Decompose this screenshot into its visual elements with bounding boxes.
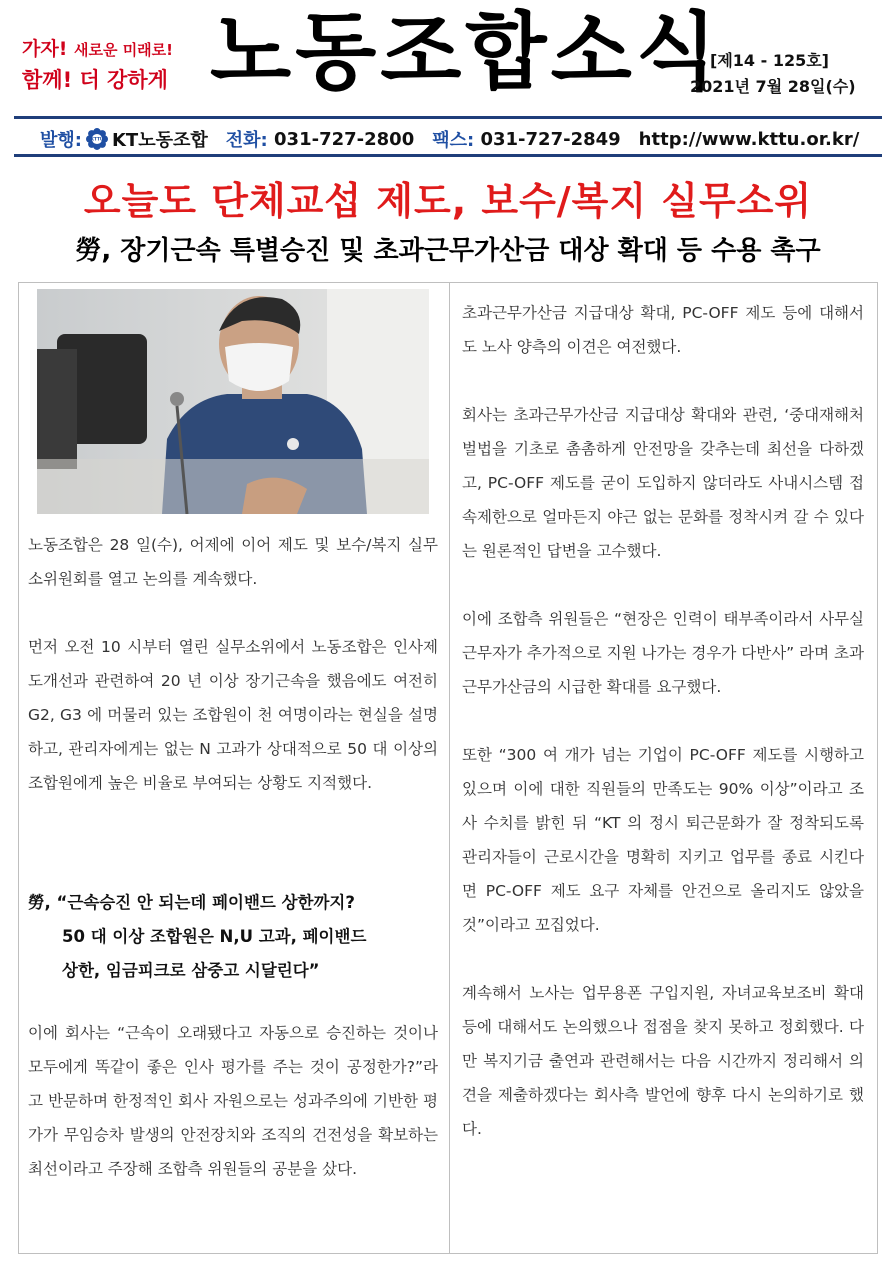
paragraph: 이에 회사는 “근속이 오래됐다고 자동으로 승진하는 것이나 모두에게 똑같이 좋은 인사 평가를 주는 것이 공정한가?”라고 반문하며 한정적인 회사 자원으로는 성과주의에 기반한 평가가 무임승차 발생의 안전장치와 조직의 건전성을 확보하는 최선이라고 주장해 조합측 위원들의 공분을 샀다. <box>28 1024 438 1178</box>
slogan-line-2: 함께! 더 강하게 <box>22 68 168 92</box>
issue-number: [제14 - 125호] <box>710 51 829 70</box>
paragraph: 또한 “300 여 개가 넘는 기업이 PC-OFF 제도를 시행하고 있으며 이에 대한 직원들의 만족도는 90% 이상”이라고 조사 수치를 밝힌 뒤 “KT 의 정시 퇴근문화가 잘 정착되도록 관리자들이 근로시간을 명확히 지키고 업무를 종료 시킨다면 PC-OFF 제도 요구 자체를 안건으로 올리지도 않았을 것”이라고 꼬집었다. <box>462 746 864 934</box>
slogan-line-1 <box>22 34 173 61</box>
slogan-go: 가자! <box>22 38 68 60</box>
slogan-future: 새로운 미래로! <box>74 41 174 59</box>
left-column-continued <box>28 1016 438 1186</box>
paragraph: 초과근무가산금 지급대상 확대, PC-OFF 제도 등에 대해서도 노사 양측의 이견은 여전했다. <box>462 304 864 356</box>
pull-quote-line-2: 50 대 이상 조합원은 N,U 고과, 페이밴드 <box>62 927 367 946</box>
left-column <box>28 528 438 800</box>
paragraph: 이에 조합측 위원들은 “현장은 인력이 태부족이라서 사무실 근무자가 추가적으로 지원 나가는 경우가 다반사” 라며 초과근무가산금의 시급한 확대를 요구했다. <box>462 610 864 696</box>
article-headline: 오늘도 단체교섭 제도, 보수/복지 실무소위 <box>83 179 813 223</box>
paragraph: 먼저 오전 10 시부터 열린 실무소위에서 노동조합은 인사제도개선과 관련하여 20 년 이상 장기근속을 했음에도 여전히 G2, G3 에 머물러 있는 조합원이 천 여명이라는 현실을 설명하고, 관리자에게는 없는 N 고과가 상대적으로 50 대 이상의 조합원에게 높은 비율로 부여되는 상황도 지적했다. <box>28 638 438 792</box>
publisher-line <box>40 126 860 152</box>
paragraph: 노동조합은 28 일(수), 어제에 이어 제도 및 보수/복지 실무소위원회를 열고 논의를 계속했다. <box>28 536 438 588</box>
website-link[interactable]: http://www.kttu.or.kr/ <box>638 128 860 150</box>
issue-date: 2021년 7월 28일(수) <box>690 77 856 96</box>
phone-number: 031-727-2800 <box>274 128 415 150</box>
meeting-photo <box>37 289 429 514</box>
article-subheadline: 勞, 장기근속 특별승진 및 초과근무가산금 대상 확대 등 수용 촉구 <box>75 236 821 266</box>
bottom-rule <box>14 154 882 157</box>
column-divider <box>449 282 450 1254</box>
pull-quote-line-1: 勞, “근속승진 안 되는데 페이밴드 상한까지? <box>28 893 355 912</box>
publisher-name: KT노동조합 <box>111 130 208 151</box>
pull-quote <box>28 886 438 988</box>
fax-label: 팩스: <box>432 130 475 151</box>
right-column <box>462 296 864 1146</box>
paragraph: 계속해서 노사는 업무용폰 구입지원, 자녀교육보조비 확대 등에 대해서도 논의했으나 접점을 찾지 못하고 정회했다. 다만 복지기금 출연과 관련해서는 다음 시간까지 정리해서 의견을 제출하겠다는 회사측 발언에 향후 다시 논의하기로 했다. <box>462 984 864 1138</box>
publisher-label: 발행: <box>40 130 82 151</box>
kttu-logo-icon <box>86 128 108 150</box>
phone-label: 전화: <box>225 130 268 151</box>
svg-text:KTTU: KTTU <box>90 136 104 142</box>
top-rule <box>14 116 882 119</box>
pull-quote-line-3: 상한, 임금피크로 삼중고 시달린다” <box>62 961 320 980</box>
paragraph: 회사는 초과근무가산금 지급대상 확대와 관련, ‘중대재해처벌법을 기초로 촘촘하게 안전망을 갖추는데 최선을 다하겠고, PC-OFF 제도를 굳이 도입하지 않더라도 사내시스템 접속제한으로 얼마든지 야근 없는 문화를 정착시켜 갈 수 있다는 원론적인 답변을 고수했다. <box>462 406 864 560</box>
fax-number: 031-727-2849 <box>480 128 621 150</box>
newsletter-title: 노동조합소식 <box>210 3 721 101</box>
